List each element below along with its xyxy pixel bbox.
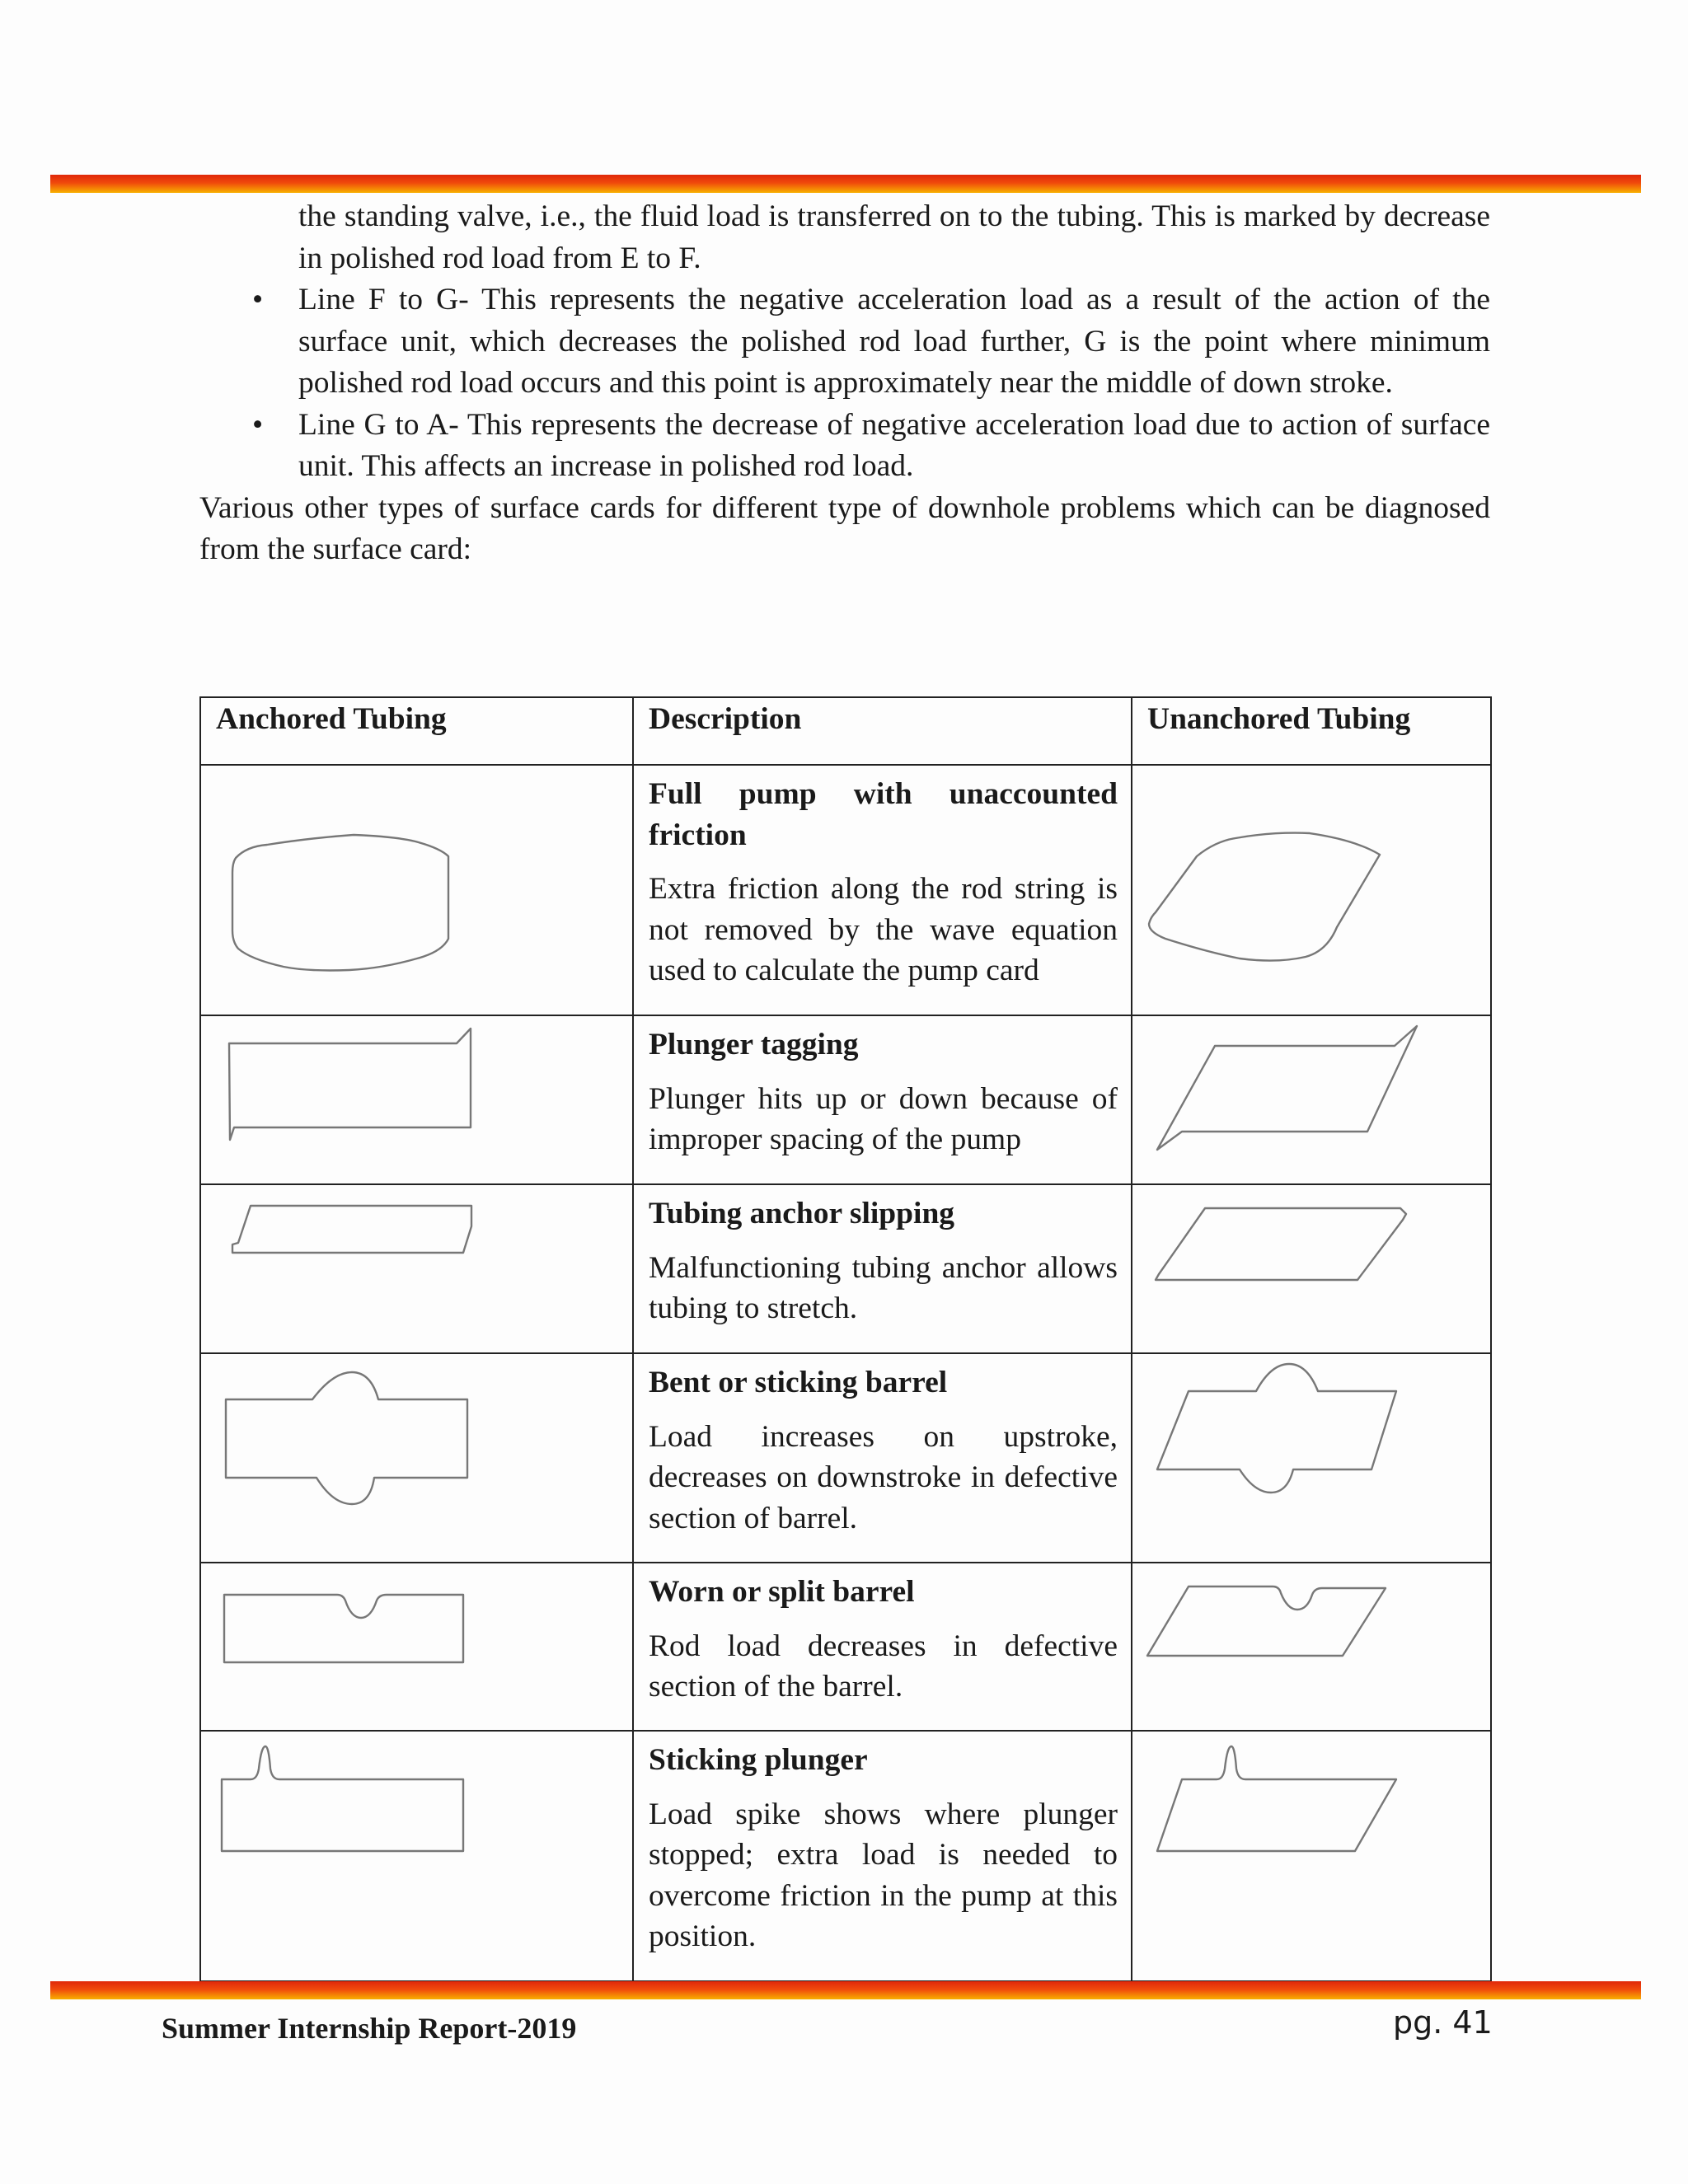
problem-description: Plunger hits up or down because of improper spacing of the pump [649,1081,1118,1156]
table-row [200,765,1491,1015]
unanchored-card-cell [1132,1353,1491,1563]
problem-description: Load spike shows where plunger stopped; extra load is needed to overcome friction in the pump at this position. [649,1797,1118,1953]
bullet-icon: • [252,283,264,316]
description-cell [633,765,1132,1015]
problem-description: Rod load decreases in defective section of the barrel. [649,1629,1118,1704]
surface-cards-table [199,696,1492,1982]
unanchored-card-cell [1132,765,1491,1015]
problem-title: Worn or split barrel [649,1575,915,1609]
table-header-row [200,697,1491,765]
anchored-anchor-slipping-card [201,1185,634,1354]
unanchored-full-pump-card [1132,766,1492,1016]
description-cell [633,1015,1132,1184]
footer-title: Summer Internship Report-2019 [162,2012,577,2045]
table-row [200,1015,1491,1184]
problem-description: Malfunctioning tubing anchor allows tubing to stretch. [649,1250,1118,1325]
anchored-card-cell [200,765,633,1015]
unanchored-bent-barrel-card [1132,1354,1492,1563]
anchored-bent-barrel-card [201,1354,634,1563]
page-number: pg. 41 [1393,2004,1493,2041]
unanchored-card-cell [1132,1563,1491,1731]
problem-title: Tubing anchor slipping [649,1197,955,1230]
column-header: Unanchored Tubing [1132,697,1491,765]
bullet-text: Line F to G- This represents the negative acceleration load as a result of the action of the surface unit, which decreases the polished rod load further, G is the point where minimum polished rod load occurs and this point is approximately near the middle of down stroke. [298,283,1490,400]
footer-rule [50,1981,1641,1999]
table-row [200,1353,1491,1563]
anchored-card-cell [200,1353,633,1563]
unanchored-plunger-tagging-card [1132,1016,1492,1185]
bullet-item [199,405,1490,488]
anchored-card-cell [200,1731,633,1981]
anchored-card-cell [200,1563,633,1731]
unanchored-anchor-slipping-card [1132,1185,1492,1354]
problem-title: Sticking plunger [649,1743,868,1777]
description-cell [633,1184,1132,1353]
anchored-full-pump-card [201,766,634,1016]
anchored-card-cell [200,1184,633,1353]
description-cell [633,1731,1132,1981]
closing-paragraph: Various other types of surface cards for different type of downhole problems which can be diagnosed from the surface card: [199,490,1490,566]
anchored-plunger-tagging-card [201,1016,634,1185]
anchored-card-cell [200,1015,633,1184]
problem-description: Extra friction along the rod string is not removed by the wave equation used to calculate the pump card [649,872,1118,987]
problem-title: Full pump with unaccounted friction [649,777,1118,852]
unanchored-card-cell [1132,1015,1491,1184]
unanchored-card-cell [1132,1731,1491,1981]
problem-title: Plunger tagging [649,1028,859,1062]
unanchored-card-cell [1132,1184,1491,1353]
table-row [200,1563,1491,1731]
problem-description: Load increases on upstroke, decreases on downstroke in defective section of barrel. [649,1419,1118,1535]
description-cell [633,1353,1132,1563]
column-header: Description [633,697,1132,765]
intro-section [199,196,1490,571]
bullet-icon: • [252,407,264,442]
bullet-text: Line G to A- This represents the decrease of negative acceleration load due to action of surface unit. This affects an increase in polished rod load. [298,407,1490,483]
unanchored-worn-barrel-card [1132,1563,1492,1732]
continuation-paragraph: the standing valve, i.e., the fluid load is transferred on to the tubing. This is marked by decrease in polished rod load from E to F. [298,199,1490,275]
bullet-item [199,279,1490,405]
unanchored-sticking-plunger-card [1132,1732,1492,1982]
table-row [200,1184,1491,1353]
anchored-worn-barrel-card [201,1563,634,1732]
header-rule [50,175,1641,193]
description-cell [633,1563,1132,1731]
table-row [200,1731,1491,1981]
problem-title: Bent or sticking barrel [649,1366,948,1399]
anchored-sticking-plunger-card [201,1732,634,1982]
column-header: Anchored Tubing [200,697,633,765]
